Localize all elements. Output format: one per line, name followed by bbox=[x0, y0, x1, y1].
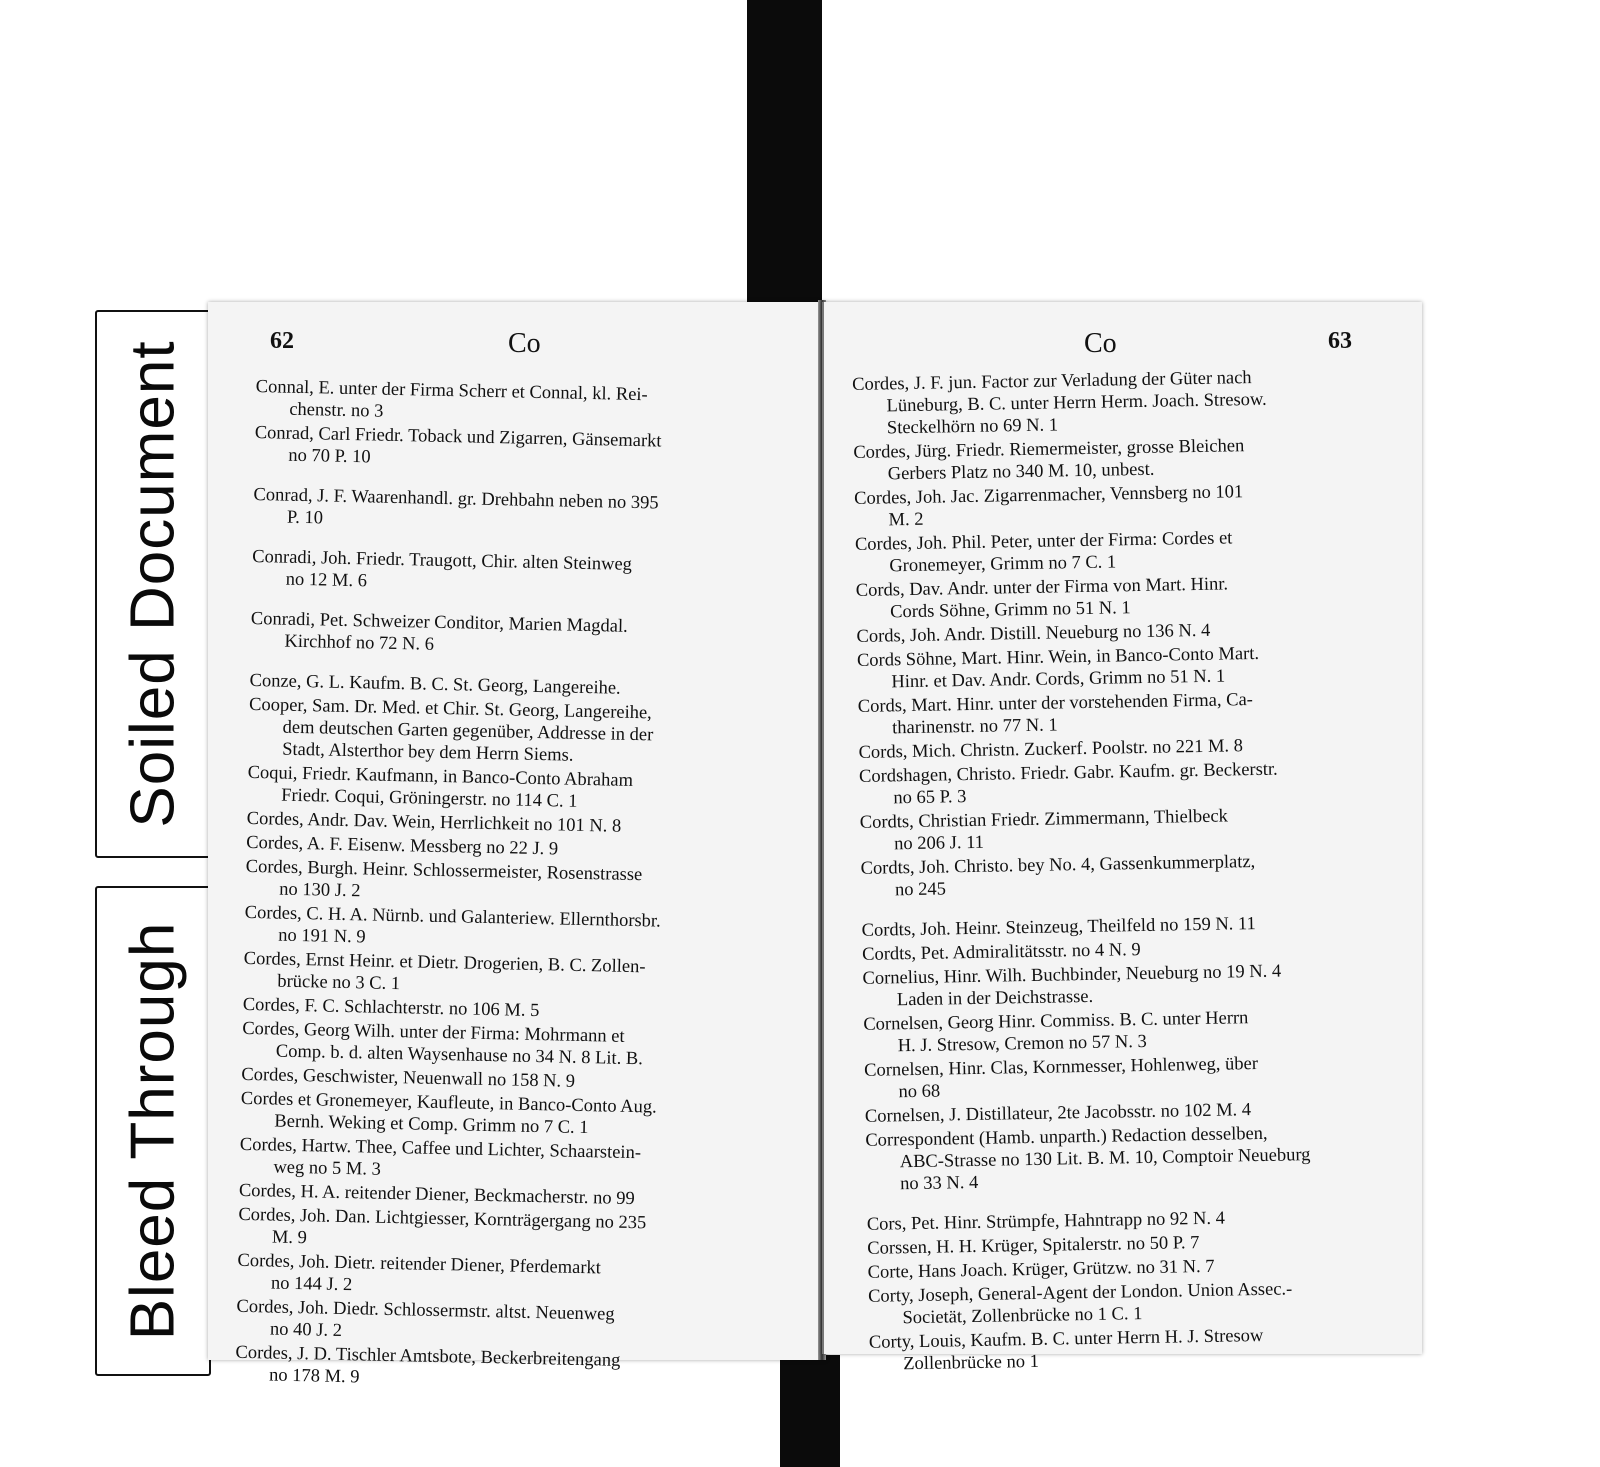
entry-continuation: M. 9 bbox=[271, 1227, 308, 1249]
entry-list bbox=[235, 376, 766, 1398]
entry-line: Conrad, Carl Friedr. Toback und Zigarren, Gänsemarkt bbox=[254, 422, 662, 452]
entry-continuation: ABC-Strasse no 130 Lit. B. M. 10, Comptoir Neueburg bbox=[899, 1145, 1311, 1173]
entry-line: Conradi, Pet. Schweizer Conditor, Marien Magdal. bbox=[250, 608, 628, 637]
directory-entry bbox=[238, 1204, 749, 1259]
entry-line: Cordts, Christian Friedr. Zimmermann, Thielbeck bbox=[859, 806, 1229, 833]
entry-continuation: brücke no 3 C. 1 bbox=[277, 971, 401, 995]
directory-entry bbox=[235, 1342, 746, 1397]
directory-entry bbox=[859, 757, 1360, 810]
entry-continuation: P. 10 bbox=[286, 507, 324, 529]
entry-line: Cordes, F. C. Schlachterstr. no 106 M. 5 bbox=[242, 994, 540, 1022]
entry-line: Corty, Louis, Kaufm. B. C. unter Herrn H. J. Stresow bbox=[868, 1325, 1264, 1353]
directory-entry bbox=[858, 687, 1359, 740]
entry-line: Cordes, H. A. reitender Diener, Beckmacherstr. no 99 bbox=[238, 1180, 635, 1210]
entry-line: Cordes et Gronemeyer, Kaufleute, in Banco-Conto Aug. bbox=[240, 1088, 657, 1118]
entry-line: Cornelsen, Georg Hinr. Commiss. B. C. unter Herrn bbox=[863, 1008, 1249, 1035]
directory-entry bbox=[253, 484, 764, 539]
entry-continuation: Zollenbrücke no 1 bbox=[903, 1351, 1040, 1375]
entry-continuation: no 144 J. 2 bbox=[270, 1273, 353, 1296]
entry-line: Cordes, Joh. Phil. Peter, unter der Firma: Cordes et bbox=[854, 528, 1233, 555]
entry-continuation: no 130 J. 2 bbox=[279, 879, 361, 902]
entry-line: Cordes, Georg Wilh. unter der Firma: Mohrmann et bbox=[242, 1018, 625, 1047]
entry-continuation: weg no 5 M. 3 bbox=[273, 1157, 382, 1180]
entry-line: Correspondent (Hamb. unparth.) Redaction desselben, bbox=[865, 1123, 1268, 1151]
entry-line: Cordts, Pet. Admiralitätsstr. no 4 N. 9 bbox=[861, 940, 1141, 965]
entry-continuation: Stadt, Alsterthor bey dem Herrn Siems. bbox=[281, 739, 574, 766]
directory-entry bbox=[254, 422, 765, 477]
directory-entry bbox=[865, 1121, 1366, 1196]
entry-line: Cordshagen, Christo. Friedr. Gabr. Kaufm. gr. Beckerstr. bbox=[858, 759, 1278, 787]
binding-strip-bottom bbox=[780, 1355, 840, 1467]
entry-line: Cornelsen, Hinr. Clas, Kornmesser, Hohlenweg, über bbox=[863, 1054, 1259, 1081]
binding-strip-top bbox=[747, 0, 822, 312]
directory-entry bbox=[868, 1277, 1369, 1330]
entry-continuation: Steckelhörn no 69 N. 1 bbox=[886, 415, 1059, 439]
entry-line: Conradi, Joh. Friedr. Traugott, Chir. alten Steinweg bbox=[252, 546, 633, 575]
entry-line: Cords, Mart. Hinr. unter der vorstehenden Firma, Ca- bbox=[857, 690, 1254, 717]
entry-line: Cordes, Joh. Jac. Zigarrenmacher, Vennsberg no 101 bbox=[854, 482, 1244, 509]
label-tab-soiled-document bbox=[95, 310, 211, 858]
entry-continuation: no 33 N. 4 bbox=[899, 1172, 979, 1195]
entry-line: Cordes, Joh. Diedr. Schlossermstr. altst. Neuenweg bbox=[236, 1296, 615, 1325]
entry-line: Cornelius, Hinr. Wilh. Buchbinder, Neueburg no 19 N. 4 bbox=[862, 961, 1282, 989]
entry-line: Coqui, Friedr. Kaufmann, in Banco-Conto Abraham bbox=[247, 762, 634, 791]
entry-continuation: Friedr. Coqui, Gröningerstr. no 114 C. 1 bbox=[281, 785, 578, 812]
running-head: Co bbox=[1084, 328, 1117, 359]
entry-continuation: Societät, Zollenbrücke no 1 C. 1 bbox=[902, 1304, 1143, 1329]
entry-line: Cordts, Joh. Christo. bey No. 4, Gassenkummerplatz, bbox=[860, 852, 1256, 879]
directory-entry bbox=[248, 694, 759, 771]
entry-continuation: no 12 M. 6 bbox=[285, 569, 368, 592]
entry-continuation: dem deutschen Garten gegenüber, Addresse in der bbox=[282, 717, 654, 746]
entry-line: Cordes, Geschwister, Neuenwall no 158 N. 9 bbox=[241, 1064, 576, 1092]
tab-label: Bleed Through bbox=[118, 921, 188, 1341]
entry-continuation: no 206 J. 11 bbox=[894, 832, 985, 855]
directory-entry bbox=[852, 365, 1353, 440]
entry-continuation: no 191 N. 9 bbox=[278, 925, 366, 948]
entry-continuation: Cords Söhne, Grimm no 51 N. 1 bbox=[889, 598, 1131, 623]
entry-continuation: H. J. Stresow, Cremon no 57 N. 3 bbox=[897, 1031, 1147, 1057]
entry-line: Cordes, Jürg. Friedr. Riemermeister, grosse Bleichen bbox=[853, 436, 1245, 463]
entry-continuation: no 68 bbox=[898, 1081, 941, 1103]
directory-entry bbox=[236, 1296, 747, 1351]
directory-entry bbox=[243, 948, 754, 1003]
page-number: 63 bbox=[1328, 328, 1352, 354]
entry-continuation: Laden in der Deichstrasse. bbox=[896, 986, 1094, 1011]
entry-continuation: no 245 bbox=[894, 879, 947, 901]
entry-line: Cordes, J. D. Tischler Amtsbote, Beckerbreitengang bbox=[235, 1342, 621, 1371]
directory-entry bbox=[237, 1250, 748, 1305]
entry-line: Conrad, J. F. Waarenhandl. gr. Drehbahn neben no 395 bbox=[253, 484, 659, 514]
entry-line: Cordes, C. H. A. Nürnb. und Galanteriew. Ellernthorsbr. bbox=[244, 902, 661, 932]
directory-entry bbox=[862, 959, 1363, 1012]
entry-list bbox=[852, 365, 1369, 1378]
entry-line: Corty, Joseph, General-Agent der London. Union Assec.- bbox=[867, 1279, 1293, 1307]
left-page bbox=[208, 302, 826, 1388]
entry-line: Cordes, Joh. Dietr. reitender Diener, Pferdemarkt bbox=[237, 1250, 602, 1279]
entry-line: Cordes, Hartw. Thee, Caffee und Lichter, Schaarstein- bbox=[239, 1134, 642, 1164]
directory-entry bbox=[869, 1323, 1370, 1376]
directory-entry bbox=[252, 546, 763, 601]
right-page bbox=[822, 302, 1422, 1375]
entry-line: Cords, Dav. Andr. unter der Firma von Mart. Hinr. bbox=[855, 574, 1229, 601]
entry-line: Cordes, Ernst Heinr. et Dietr. Drogerien, B. C. Zollen- bbox=[243, 948, 646, 978]
directory-entry bbox=[854, 479, 1355, 532]
directory-entry bbox=[860, 849, 1361, 902]
directory-entry bbox=[245, 856, 756, 911]
tab-label: Soiled Document bbox=[118, 340, 188, 828]
directory-entry bbox=[860, 803, 1361, 856]
entry-continuation: Comp. b. d. alten Waysenhause no 34 N. 8 Lit. B. bbox=[275, 1041, 644, 1070]
entry-line: Corssen, H. H. Krüger, Spitalerstr. no 50 P. 7 bbox=[867, 1233, 1200, 1259]
entry-continuation: M. 2 bbox=[888, 509, 924, 531]
entry-line: Cords Söhne, Mart. Hinr. Wein, in Banco-Conto Mart. bbox=[856, 643, 1260, 671]
entry-continuation: chenstr. no 3 bbox=[289, 399, 384, 422]
directory-entry bbox=[239, 1134, 750, 1189]
directory-entry bbox=[242, 1018, 753, 1073]
entry-line: Cornelsen, J. Distillateur, 2te Jacobsstr. no 102 M. 4 bbox=[864, 1100, 1252, 1127]
entry-continuation: no 40 J. 2 bbox=[269, 1319, 343, 1342]
directory-entry bbox=[857, 641, 1358, 694]
entry-line: Cords, Joh. Andr. Distill. Neueburg no 136 N. 4 bbox=[856, 620, 1211, 647]
entry-continuation: Gerbers Platz no 340 M. 10, unbest. bbox=[887, 459, 1155, 485]
page-number: 62 bbox=[270, 328, 294, 354]
entry-line: Connal, E. unter der Firma Scherr et Connal, kl. Rei- bbox=[255, 376, 648, 406]
directory-entry bbox=[247, 762, 758, 817]
entry-line: Cordes, Andr. Dav. Wein, Herrlichkeit no 101 N. 8 bbox=[246, 808, 622, 837]
directory-entry bbox=[864, 1051, 1365, 1104]
entry-continuation: Gronemeyer, Grimm no 7 C. 1 bbox=[889, 552, 1117, 577]
entry-line: Cors, Pet. Hinr. Strümpfe, Hahntrapp no 92 N. 4 bbox=[866, 1208, 1226, 1235]
entry-line: Cords, Mich. Christn. Zuckerf. Poolstr. no 221 M. 8 bbox=[858, 736, 1244, 763]
running-head: Co bbox=[508, 328, 541, 359]
directory-entry bbox=[853, 433, 1354, 486]
entry-line: Cordts, Joh. Heinr. Steinzeug, Theilfeld no 159 N. 11 bbox=[861, 914, 1256, 941]
entry-line: Conze, G. L. Kaufm. B. C. St. Georg, Langereihe. bbox=[249, 670, 621, 699]
entry-continuation: Bernh. Weking et Comp. Grimm no 7 C. 1 bbox=[274, 1111, 589, 1139]
directory-entry bbox=[250, 608, 761, 663]
directory-entry bbox=[255, 376, 766, 431]
directory-entry bbox=[240, 1088, 751, 1143]
entry-continuation: no 65 P. 3 bbox=[893, 787, 967, 809]
directory-entry bbox=[856, 571, 1357, 624]
label-tab-bleed-through bbox=[95, 886, 211, 1376]
entry-continuation: Hinr. et Dav. Andr. Cords, Grimm no 51 N. 1 bbox=[891, 666, 1226, 693]
entry-continuation: no 178 M. 9 bbox=[268, 1365, 360, 1388]
entry-line: Cordes, A. F. Eisenw. Messberg no 22 J. 9 bbox=[246, 832, 559, 860]
directory-entry bbox=[855, 525, 1356, 578]
directory-entry bbox=[244, 902, 755, 957]
entry-line: Cordes, J. F. jun. Factor zur Verladung der Güter nach bbox=[852, 368, 1252, 395]
directory-entry bbox=[863, 1005, 1364, 1058]
entry-continuation: Lüneburg, B. C. unter Herrn Herm. Joach. Stresow. bbox=[886, 389, 1267, 417]
entry-continuation: tharinenstr. no 77 N. 1 bbox=[892, 715, 1058, 739]
entry-line: Cooper, Sam. Dr. Med. et Chir. St. Georg, Langereihe, bbox=[248, 694, 652, 724]
entry-continuation: Kirchhof no 72 N. 6 bbox=[284, 631, 435, 655]
entry-continuation: no 70 P. 10 bbox=[288, 445, 371, 468]
entry-line: Cordes, Joh. Dan. Lichtgiesser, Kornträgergang no 235 bbox=[238, 1204, 647, 1234]
entry-line: Corte, Hans Joach. Krüger, Grützw. no 31 N. 7 bbox=[867, 1256, 1215, 1283]
entry-line: Cordes, Burgh. Heinr. Schlossermeister, Rosenstrasse bbox=[245, 856, 643, 886]
